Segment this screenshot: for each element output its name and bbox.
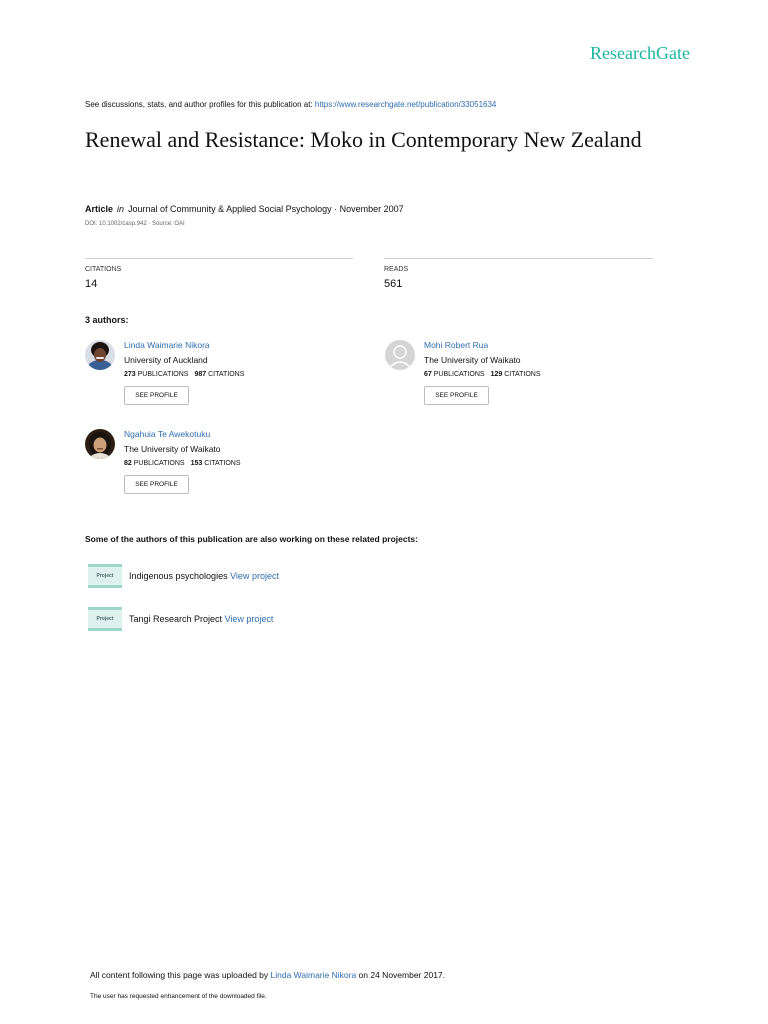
publications-label: PUBLICATIONS xyxy=(133,460,185,467)
publication-link[interactable]: https://www.researchgate.net/publication/33051634 xyxy=(314,100,497,109)
project-item xyxy=(88,564,488,590)
journal-date: Journal of Community & Applied Social Psychology · November 2007 xyxy=(128,204,404,214)
citations-label: CITATIONS xyxy=(85,266,122,273)
author-name[interactable]: Ngahuia Te Awekotuku xyxy=(124,429,211,439)
author-name[interactable]: Linda Waimarie Nikora xyxy=(124,340,210,350)
see-profile-button[interactable]: SEE PROFILE xyxy=(124,475,189,494)
citations-divider xyxy=(85,258,353,259)
see-profile-button[interactable]: SEE PROFILE xyxy=(124,386,189,405)
author-card xyxy=(85,340,365,420)
authors-heading: 3 authors: xyxy=(85,315,129,325)
project-thumbnail[interactable] xyxy=(88,564,122,588)
article-kind: Article xyxy=(85,204,114,214)
author-institution: The University of Waikato xyxy=(124,444,221,454)
discussion-note xyxy=(85,100,496,109)
related-projects-heading: Some of the authors of this publication are also working on these related projects: xyxy=(85,534,418,544)
citation-count: 153 xyxy=(190,460,203,467)
uploader-link[interactable]: Linda Waimarie Nikora xyxy=(270,970,357,980)
author-avatar[interactable] xyxy=(385,340,415,370)
author-photo-icon xyxy=(85,429,115,459)
author-institution: The University of Waikato xyxy=(424,355,521,365)
citations-label: CITATIONS xyxy=(504,371,541,378)
publications-label: PUBLICATIONS xyxy=(433,371,485,378)
article-title: Renewal and Resistance: Moko in Contemporary New Zealand xyxy=(85,127,642,152)
publications-label: PUBLICATIONS xyxy=(137,371,189,378)
in-label: in xyxy=(117,204,125,214)
author-photo-icon xyxy=(85,340,115,370)
article-meta xyxy=(85,204,404,214)
publication-count: 82 xyxy=(124,460,132,467)
project-thumbnail-label: Project xyxy=(96,616,114,622)
author-card xyxy=(385,340,665,420)
citation-count: 987 xyxy=(194,371,207,378)
author-stats xyxy=(124,460,247,467)
publication-count: 67 xyxy=(424,371,432,378)
citation-count: 129 xyxy=(490,371,503,378)
author-avatar[interactable] xyxy=(85,340,115,370)
reads-divider xyxy=(384,258,653,259)
author-card xyxy=(85,429,365,509)
citations-label: CITATIONS xyxy=(208,371,245,378)
publication-count: 273 xyxy=(124,371,136,378)
upload-suffix: on 24 November 2017. xyxy=(356,970,446,980)
view-project-link[interactable]: View project xyxy=(224,614,274,624)
citations-label: CITATIONS xyxy=(204,460,241,467)
discussion-note-text: See discussions, stats, and author profiles for this publication at: xyxy=(85,100,315,109)
upload-prefix: All content following this page was uploaded by xyxy=(90,970,271,980)
reads-label: READS xyxy=(384,266,409,273)
project-thumbnail[interactable] xyxy=(88,607,122,631)
project-name: Indigenous psychologies xyxy=(129,571,228,581)
project-text xyxy=(129,571,279,581)
project-item xyxy=(88,607,488,633)
project-name: Tangi Research Project xyxy=(129,614,223,624)
researchgate-logo[interactable]: ResearchGate xyxy=(590,43,690,63)
default-avatar-icon xyxy=(385,340,415,370)
see-profile-button[interactable]: SEE PROFILE xyxy=(424,386,489,405)
enhancement-note: The user has requested enhancement of the downloaded file. xyxy=(90,993,267,1000)
author-stats xyxy=(424,371,547,378)
view-project-link[interactable]: View project xyxy=(230,571,279,581)
doi-source: DOI: 10.1002/casp.942 · Source: OAI xyxy=(85,221,185,227)
citations-count: 14 xyxy=(85,278,98,290)
author-name[interactable]: Mohi Robert Rua xyxy=(424,340,489,350)
author-institution: University of Auckland xyxy=(124,355,208,365)
project-text xyxy=(129,614,273,624)
upload-note xyxy=(90,970,445,980)
project-thumbnail-label: Project xyxy=(96,573,114,579)
author-avatar[interactable] xyxy=(85,429,115,459)
reads-count: 561 xyxy=(384,278,403,290)
author-stats xyxy=(124,371,250,378)
